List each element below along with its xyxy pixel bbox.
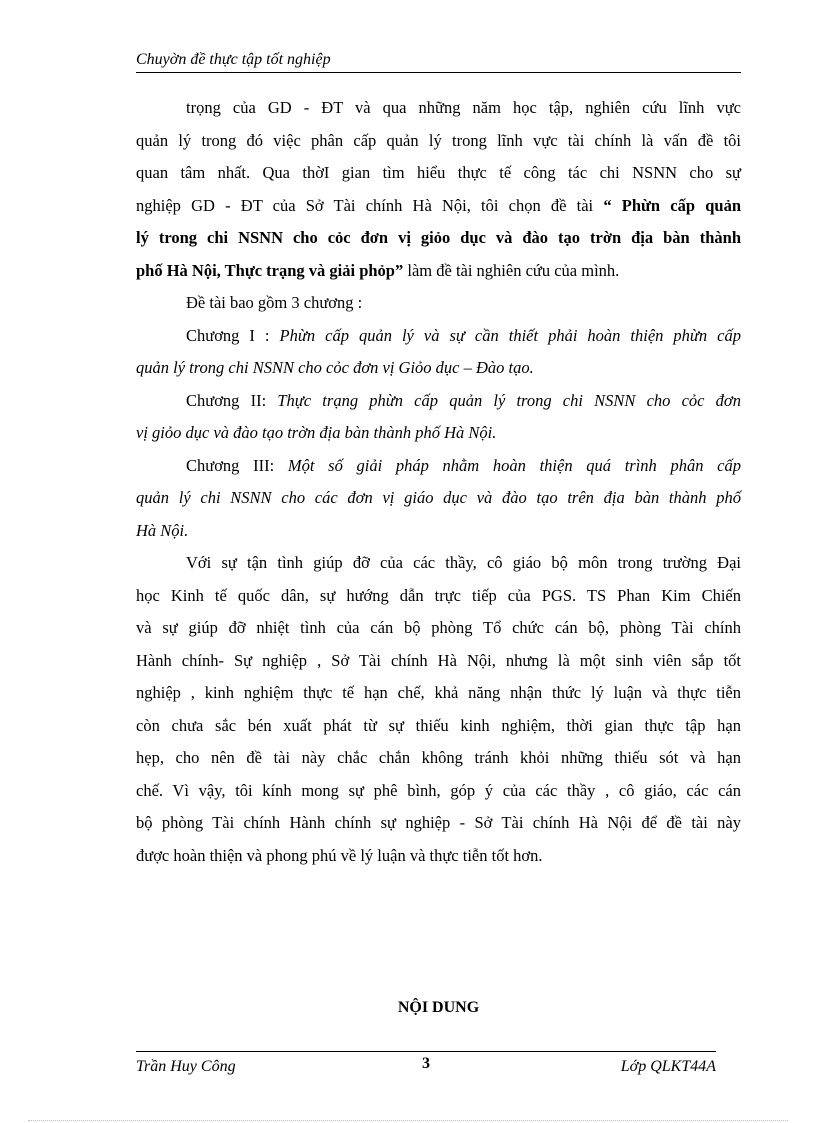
text-line	[136, 190, 741, 223]
text-run: làm đề tài nghiên cứu của mình.	[407, 260, 620, 280]
text-line: Hành chính- Sự nghiệp , Sở Tài chính Hà Nội, nhưng là một sinh viên sắp tốt	[136, 650, 741, 670]
chapters-intro: Đề tài bao gồm 3 chương :	[186, 293, 363, 312]
text-line: trọng của GD - ĐT và qua những năm học tập, nghiên cứu lĩnh vực	[186, 98, 741, 117]
text-line: chế. Vì vậy, tôi kính mong sự phê bình, góp ý của các thầy , cô giáo, các cán	[136, 780, 741, 800]
text-line: và sự giúp đỡ nhiệt tình của cán bộ phòng Tổ chức cán bộ, phòng Tài chính	[136, 618, 741, 637]
text-line	[136, 320, 741, 353]
chapter-title: quản lý trong chi NSNN cho cỏc đơn vị Giỏo dục – Đào tạo.	[136, 358, 534, 377]
page-boundary-divider	[28, 1120, 788, 1121]
header-title: Chuyờn đề thực tập tốt nghiệp	[136, 51, 331, 68]
chapter-title: quản lý chi NSNN cho các đơn vị giáo dục và đào tạo trên địa bàn thành phố	[136, 488, 741, 507]
chapter-2	[136, 385, 741, 450]
page-number: 3	[422, 1055, 430, 1072]
document-body	[136, 92, 741, 872]
text-line: còn chưa sắc bén xuất phát từ sự thiếu kinh nghiệm, thời gian thực tập hạn	[136, 715, 741, 735]
text-line	[136, 385, 741, 418]
chapter-label: Chương I :	[186, 325, 270, 345]
chapter-title: Thực trạng phừn cấp quản lý trong chi NSNN cho cỏc đơn	[277, 390, 741, 410]
text-line: quan tâm nhất. Qua thờI gian tìm hiểu thực tế công tác chi NSNN cho sự	[136, 163, 741, 182]
topic-title-part: “ Phừn cấp quản	[603, 195, 741, 215]
text-line: bộ phòng Tài chính Hành chính sự nghiệp - Sở Tài chính Hà Nội để đề tài này	[136, 813, 741, 832]
text-line: học Kinh tế quốc dân, sự hướng dẫn trực tiếp của PGS. TS Phan Kim Chiến	[136, 585, 741, 605]
footer-author: Trần Huy Công	[136, 1058, 236, 1075]
text-line	[136, 255, 741, 288]
text-line: được hoàn thiện và phong phú về lý luận và thực tiễn tốt hơn.	[136, 845, 543, 865]
text-line: nghiệp , kinh nghiệm thực tế hạn chế, khả năng nhận thức lý luận và thực tiễn	[136, 683, 741, 702]
chapter-label: Chương II:	[186, 390, 267, 410]
paragraph-2	[136, 547, 741, 872]
text-line: Với sự tận tình giúp đỡ của các thầy, cô giáo bộ môn trong trường Đại	[186, 553, 741, 572]
paragraph-1	[136, 92, 741, 287]
chapter-title: Một số giải pháp nhằm hoàn thiện quá trình phân cấp	[287, 455, 741, 475]
page-header	[136, 50, 741, 73]
page-footer	[136, 1051, 716, 1076]
text-line: quản lý trong đó việc phân cấp quản lý trong lĩnh vực tài chính là vấn đề tôi	[136, 130, 741, 150]
text-line: hẹp, cho nên đề tài này chắc chắn không tránh khỏi những thiếu sót và hạn	[136, 748, 741, 767]
chapter-title: Phừn cấp quản lý và sự cần thiết phải hoàn thiện phừn cấp	[279, 325, 741, 345]
text-run: nghiệp GD - ĐT của Sở Tài chính Hà Nội, tôi chọn đề tài	[136, 195, 594, 215]
topic-title-part: lý trong chi NSNN cho cỏc đơn vị giỏo dục và đào tạo trờn địa bàn thành	[136, 228, 741, 247]
chapter-title: vị giỏo dục và đào tạo trờn địa bàn thành phố Hà Nội.	[136, 423, 497, 442]
chapter-label: Chương III:	[186, 455, 275, 475]
chapter-1	[136, 320, 741, 385]
text-line	[136, 450, 741, 483]
topic-title-part: phố Hà Nội, Thực trạng và giải phỏp”	[136, 260, 404, 280]
chapter-title: Hà Nội.	[136, 520, 189, 540]
section-heading: NỘI DUNG	[397, 999, 480, 1016]
footer-class: Lớp QLKT44A	[620, 1058, 716, 1075]
chapter-3	[136, 450, 741, 548]
